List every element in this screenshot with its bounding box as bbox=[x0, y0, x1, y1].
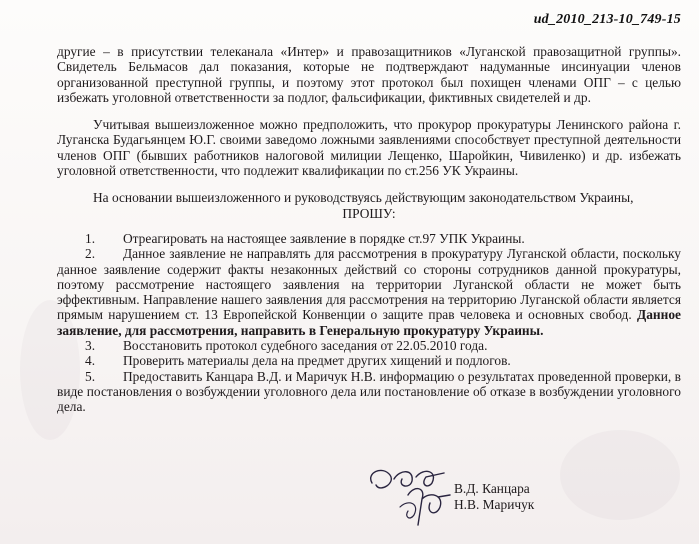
request-text: Отреагировать на настоящее заявление в порядке ст.97 УПК Украины. bbox=[123, 230, 525, 246]
request-text: Проверить материалы дела на предмет других хищений и подлогов. bbox=[123, 353, 511, 369]
request-number: 3. bbox=[85, 338, 96, 354]
paragraph-2: Учитывая вышеизложенное можно предположить, что прокурор прокуратуры Ленинского района г. Луганска Будагьянцем Ю.Г. своими заведомо ложными заявлениями способствует преступной деятельности членов ОПГ (бывших работников налоговой милиции Лещенко, Шаройкин, Чивиленко) и др. избежать уголовной ответственности, что подлежит квалификации по ст.256 УК Украины. bbox=[57, 117, 681, 179]
request-text: Предоставить Канцара В.Д. и Маричук Н.В. информацию о результатах проведенной проверки, в виде постановления о возбуждении уголовного дела или постановление об отказе в возбуждении уголовного дела. bbox=[57, 368, 681, 415]
request-number: 1. bbox=[85, 230, 96, 246]
request-number: 2. bbox=[85, 246, 96, 262]
request-number: 4. bbox=[85, 353, 96, 369]
document-id: ud_2010_213-10_749-15 bbox=[533, 12, 681, 27]
signatory-name: В.Д. Канцара bbox=[454, 481, 530, 496]
request-item bbox=[57, 246, 681, 338]
request-number: 5. bbox=[85, 368, 96, 384]
request-text: Данное заявление не направлять для рассмотрения в прокуратуру Луганской области, поскольку данное заявление содержит факты незаконных действий со стороны сотрудников данной прокуратуры, поэтому рассмотрение настоящего заявления на территории Луганской области не может быть эффективным. Направление нашего заявления для рассмотрения на территорию Луганской области является прямым нарушением ст. 13 Европейской Конвенции о защите прав человека и основных свобод. bbox=[57, 246, 681, 323]
paragraph-3: На основании вышеизложенного и руководствуясь действующим законодательством Украины, bbox=[93, 190, 634, 206]
signature-block bbox=[454, 481, 534, 513]
request-item bbox=[57, 353, 681, 368]
request-item bbox=[57, 231, 681, 246]
request-list bbox=[57, 231, 681, 415]
request-bold-text: Данное заявление, для рассмотрения, направить в Генеральную прокуратуру Украины. bbox=[57, 307, 681, 338]
request-item bbox=[57, 369, 681, 415]
request-item bbox=[57, 338, 681, 353]
request-text: Восстановить протокол судебного заседания от 22.05.2010 года. bbox=[123, 338, 488, 354]
paragraph-1: другие – в присутствии телеканала «Интер» и правозащитников «Луганской правозащитной группы». Свидетель Бельмасов дал показания, которые не подтверждают надуманные инсинуации членов организованной преступной группы, и поэтому этот протокол был похищен членами ОПГ – с целью избежать уголовной ответственности за подлог, фальсификации, фиктивных свидетелей и др. bbox=[57, 44, 681, 105]
request-heading: ПРОШУ: bbox=[342, 205, 396, 221]
signatory-name: Н.В. Маричук bbox=[454, 497, 535, 512]
document-body bbox=[57, 44, 681, 415]
paper-stain bbox=[560, 430, 680, 520]
